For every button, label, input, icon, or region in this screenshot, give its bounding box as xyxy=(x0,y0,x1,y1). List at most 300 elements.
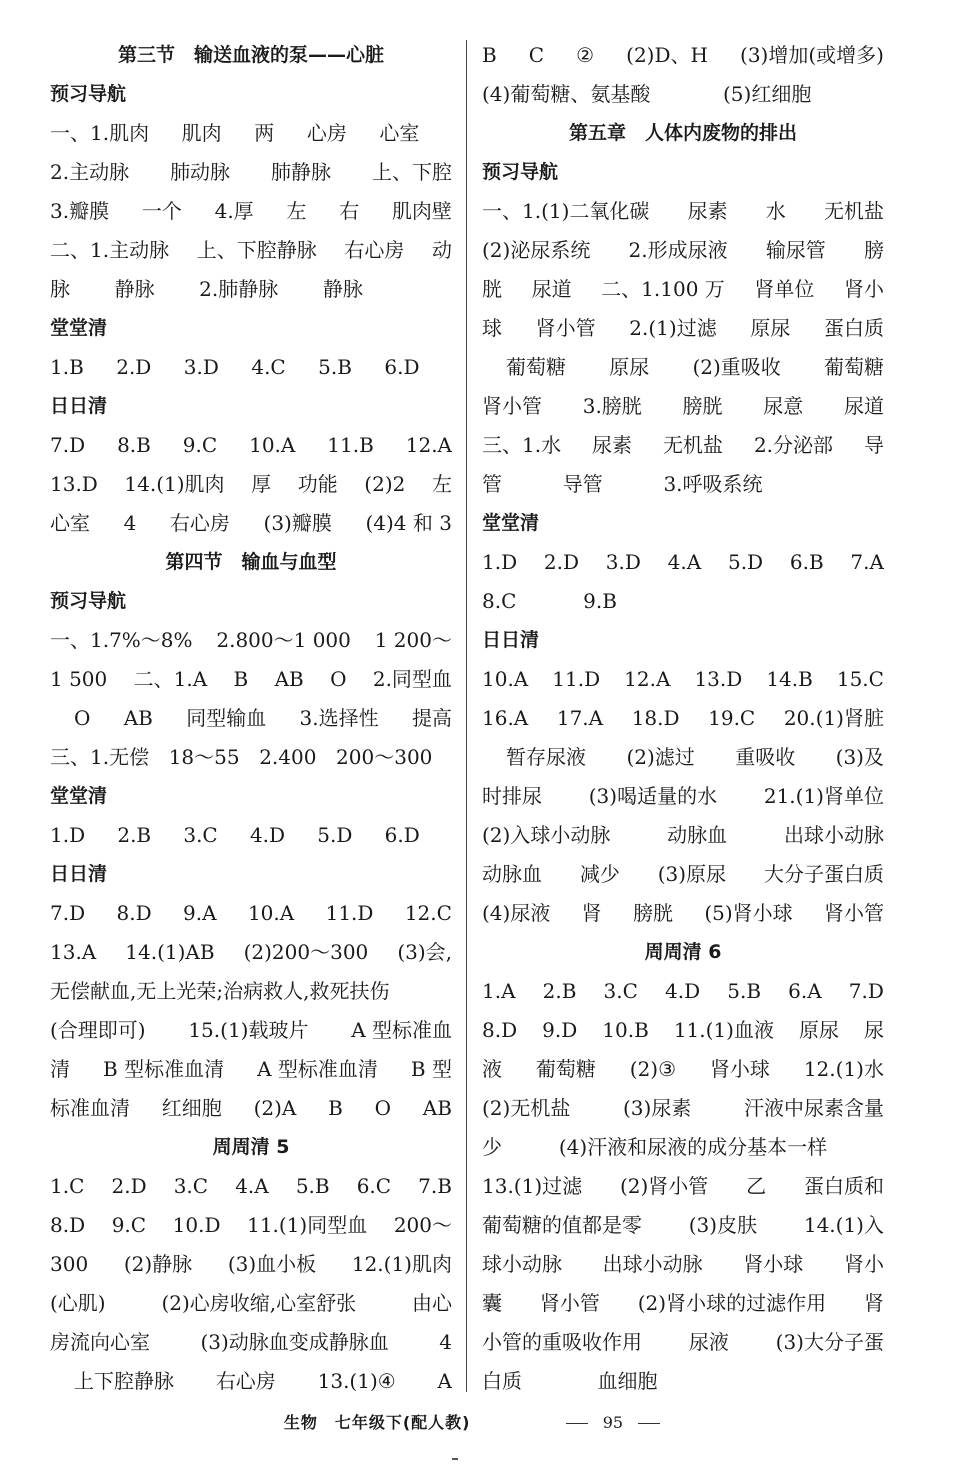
answer-text: 肾小球 xyxy=(743,1252,804,1276)
answer-text: 尿素 xyxy=(592,433,633,457)
answer-text: 11.(1)血液 xyxy=(673,1018,774,1042)
answer-line xyxy=(482,1089,884,1128)
answer-text: 9.B xyxy=(583,589,617,613)
answer-text: 第四节 输血与血型 xyxy=(165,551,337,573)
left-column xyxy=(50,36,452,1401)
answer-text: 肾单位 xyxy=(754,277,815,301)
answer-text: 10.A xyxy=(482,667,529,691)
answer-text: 心房 xyxy=(306,121,347,145)
answer-text: 右心房 xyxy=(215,1369,276,1393)
answer-text: (3)及 xyxy=(835,745,884,769)
answer-text: (2)重吸收 xyxy=(692,355,781,379)
answer-text: 3.瓣膜 xyxy=(50,199,110,223)
section-heading xyxy=(482,933,884,972)
answer-text: 出球小动脉 xyxy=(602,1252,703,1276)
answer-line xyxy=(50,1245,452,1284)
answer-text: 原尿 xyxy=(609,355,650,379)
answer-text: 13.(1)④ xyxy=(317,1369,396,1393)
answer-text: 3.膀胱 xyxy=(582,394,642,418)
answer-text: 右 xyxy=(339,199,360,223)
answer-text: 12.(1)肌肉 xyxy=(351,1252,452,1276)
answer-text: 导 xyxy=(864,433,884,457)
answer-text: 尿 xyxy=(863,1018,884,1042)
subsection-label xyxy=(50,855,452,894)
answer-text: (合理即可) xyxy=(50,1018,146,1042)
answer-text: 10.A xyxy=(249,433,296,457)
subsection-label xyxy=(482,153,884,192)
answer-line xyxy=(50,270,452,309)
answer-text: (4)葡萄糖、氨基酸 xyxy=(482,82,651,106)
answer-text: (2)静脉 xyxy=(123,1252,193,1276)
answer-text: 7.D xyxy=(848,979,884,1003)
bottom-mark xyxy=(452,1458,458,1460)
answer-text: 2.D xyxy=(111,1174,147,1198)
answer-line xyxy=(482,36,884,75)
answer-text: 14.(1)AB xyxy=(125,940,215,964)
answer-text: 15.(1)载玻片 xyxy=(188,1018,309,1042)
answer-line xyxy=(50,231,452,270)
answer-text: 3.C xyxy=(173,1174,209,1198)
answer-text: 肌肉壁 xyxy=(391,199,452,223)
answer-text: (3)瓣膜 xyxy=(263,511,332,535)
answer-text: 12.A xyxy=(405,433,452,457)
answer-text: 原尿 xyxy=(750,316,791,340)
page-number: 95 xyxy=(602,1413,624,1432)
answer-text: (3)喝适量的水 xyxy=(588,784,718,808)
answer-text: (2)心房收缩,心室舒张 xyxy=(161,1291,357,1315)
answer-text: 2.同型血 xyxy=(372,667,452,691)
answer-text: 13.D xyxy=(694,667,743,691)
answer-text: 20.(1)肾脏 xyxy=(783,706,884,730)
answer-line xyxy=(482,1128,884,1167)
answer-line xyxy=(482,348,884,387)
answer-text: 一、1.(1)二氧化碳 xyxy=(482,199,650,223)
section-heading xyxy=(50,36,452,75)
answer-text: 周周清 6 xyxy=(644,941,722,963)
answer-text: 左 xyxy=(286,199,307,223)
answer-text: 6.D xyxy=(384,823,420,847)
answer-text: 无机盐 xyxy=(823,199,884,223)
answer-line xyxy=(50,1323,452,1362)
answer-text: 预习导航 xyxy=(482,161,559,183)
answer-text: 7.B xyxy=(418,1174,452,1198)
answer-text: 葡萄糖 xyxy=(535,1057,596,1081)
answer-text: 4.D xyxy=(665,979,701,1003)
answer-text: 时排尿 xyxy=(482,784,542,808)
answer-text: 3.C xyxy=(183,823,218,847)
answer-text: 原尿 xyxy=(798,1018,839,1042)
answer-text: 上、下腔 xyxy=(372,160,452,184)
answer-text: 14.(1)入 xyxy=(803,1213,884,1237)
answer-text: 肾小管 xyxy=(482,394,542,418)
answer-text: 9.C xyxy=(182,433,218,457)
answer-text: 2.800～1 000 xyxy=(216,628,351,652)
answer-text: 6.A xyxy=(788,979,822,1003)
answer-line xyxy=(50,192,452,231)
answer-line xyxy=(50,153,452,192)
answer-text: 4 xyxy=(439,1330,452,1354)
answer-text: (3)原尿 xyxy=(657,862,727,886)
answer-text: 提高 xyxy=(411,706,452,730)
answer-text: 左 xyxy=(431,472,452,496)
answer-text: AB xyxy=(274,667,304,691)
answer-text: 肾小管 xyxy=(824,901,884,925)
answer-text: 日日清 xyxy=(482,629,540,651)
answer-line xyxy=(482,1011,884,1050)
answer-text: 1 500 xyxy=(50,667,108,691)
answer-text: 小管的重吸收作用 xyxy=(482,1330,642,1354)
answer-text: 3.呼吸系统 xyxy=(663,472,763,496)
answer-text: 堂堂清 xyxy=(482,512,540,534)
answer-text: 动 xyxy=(431,238,452,262)
subsection-label xyxy=(50,777,452,816)
answer-text: 葡萄糖 xyxy=(824,355,884,379)
answer-line xyxy=(50,621,452,660)
answer-text: 5.B xyxy=(727,979,762,1003)
answer-text: 10.D xyxy=(172,1213,221,1237)
answer-line xyxy=(482,1284,884,1323)
answer-line xyxy=(50,348,452,387)
answer-text: 动脉血 xyxy=(482,862,542,886)
answer-text: 肾小 xyxy=(844,277,884,301)
answer-text: 10.A xyxy=(247,901,295,925)
answer-line xyxy=(50,465,452,504)
answer-text: 三、1.水 xyxy=(482,433,562,457)
answer-line xyxy=(482,816,884,855)
answer-text: 膀胱 xyxy=(682,394,723,418)
answer-text: A 型标准血清 xyxy=(257,1057,378,1081)
answer-text: 一个 xyxy=(141,199,182,223)
answer-text: 同型输血 xyxy=(186,706,267,730)
answer-text: (3)动脉血变成静脉血 xyxy=(200,1330,389,1354)
answer-text: 一、1.肌肉 xyxy=(50,121,150,145)
answer-text: 厚 xyxy=(251,472,272,496)
answer-line xyxy=(482,309,884,348)
answer-line xyxy=(482,1206,884,1245)
answer-text: 18.D xyxy=(631,706,680,730)
answer-text: 胱 xyxy=(482,277,502,301)
answer-text: 15.C xyxy=(836,667,884,691)
answer-line xyxy=(50,660,452,699)
answer-text: 2.(1)过滤 xyxy=(629,316,717,340)
answer-text: 3.D xyxy=(183,355,219,379)
answer-line xyxy=(50,426,452,465)
answer-text: 21.(1)肾单位 xyxy=(763,784,884,808)
answer-text: 暂存尿液 xyxy=(506,745,586,769)
answer-line xyxy=(50,114,452,153)
answer-text: 右心房 xyxy=(344,238,405,262)
right-column xyxy=(482,36,884,1401)
answer-text: 水 xyxy=(765,199,786,223)
answer-text: 4.D xyxy=(249,823,286,847)
answer-line xyxy=(482,1167,884,1206)
answer-text: 尿道 xyxy=(531,277,572,301)
answer-line xyxy=(50,1284,452,1323)
section-heading xyxy=(50,543,452,582)
answer-text: 肾 xyxy=(581,901,602,925)
answer-text: (2)A xyxy=(253,1096,297,1120)
answer-text: O xyxy=(74,706,91,730)
answer-line xyxy=(482,1323,884,1362)
answer-text: 输尿管 xyxy=(765,238,826,262)
answer-text: 液 xyxy=(482,1057,502,1081)
answer-text: B xyxy=(482,43,497,67)
answer-text: 堂堂清 xyxy=(50,317,108,339)
answer-line xyxy=(50,1167,452,1206)
answer-text: B 型标准血清 xyxy=(103,1057,225,1081)
answer-text: A 型标准血 xyxy=(351,1018,452,1042)
answer-text: ② xyxy=(576,43,595,67)
answer-text: 12.A xyxy=(624,667,671,691)
answer-line xyxy=(482,465,884,504)
answer-line xyxy=(482,1245,884,1284)
answer-text: 导管 xyxy=(562,472,603,496)
answer-line xyxy=(482,777,884,816)
subsection-label xyxy=(50,387,452,426)
answer-text: 2.D xyxy=(543,550,580,574)
answer-text: 球小动脉 xyxy=(482,1252,562,1276)
answer-text: 白质 xyxy=(482,1369,522,1393)
answer-text: 4.A xyxy=(667,550,702,574)
subsection-label xyxy=(50,75,452,114)
answer-text: (2)入球小动脉 xyxy=(482,823,611,847)
answer-line xyxy=(482,192,884,231)
answer-text: 两 xyxy=(254,121,275,145)
subsection-label xyxy=(482,504,884,543)
answer-text: (2)③ xyxy=(629,1057,677,1081)
subsection-label xyxy=(50,309,452,348)
answer-text: 6.C xyxy=(356,1174,392,1198)
answer-text: 上、下腔静脉 xyxy=(196,238,317,262)
answer-text: (2)无机盐 xyxy=(482,1096,571,1120)
answer-text: (4)尿液 xyxy=(482,901,551,925)
answer-text: (5)肾小球 xyxy=(704,901,793,925)
answer-text: 4.厚 xyxy=(214,199,254,223)
answer-text: 蛋白质 xyxy=(823,316,884,340)
answer-text: 尿液 xyxy=(688,1330,729,1354)
answer-line xyxy=(482,660,884,699)
answer-text: 17.A xyxy=(556,706,604,730)
answer-text: 尿意 xyxy=(763,394,804,418)
answer-text: C xyxy=(528,43,545,67)
answer-text: 二、1.100 万 xyxy=(601,277,725,301)
answer-line xyxy=(482,543,884,582)
answer-text: (3)大分子蛋 xyxy=(775,1330,884,1354)
answer-text: 膀胱 xyxy=(633,901,673,925)
subsection-label xyxy=(50,582,452,621)
answer-text: 周周清 5 xyxy=(212,1136,290,1158)
answer-text: 减少 xyxy=(579,862,620,886)
answer-text: 9.C xyxy=(111,1213,147,1237)
answer-line xyxy=(50,1362,452,1401)
answer-line xyxy=(50,504,452,543)
answer-text: 脉 xyxy=(50,277,70,301)
answer-text: 重吸收 xyxy=(735,745,796,769)
answer-text: 3.选择性 xyxy=(299,706,379,730)
answer-line xyxy=(50,972,452,1011)
answer-text: 7.D xyxy=(50,433,86,457)
answer-text: 19.C xyxy=(708,706,756,730)
answer-line xyxy=(482,972,884,1011)
answer-text: 右心房 xyxy=(169,511,230,535)
answer-text: 4 xyxy=(123,511,137,535)
answer-text: 标准血清 xyxy=(50,1096,130,1120)
answer-text: 2.B xyxy=(117,823,152,847)
answer-text: 7.D xyxy=(50,901,86,925)
answer-text: 8.B xyxy=(117,433,151,457)
answer-text: 8.D xyxy=(482,1018,518,1042)
answer-text: (2)200～300 xyxy=(243,940,369,964)
answer-text: 红细胞 xyxy=(161,1096,222,1120)
answer-text: (2)D、H xyxy=(626,43,708,67)
answer-text: 血细胞 xyxy=(597,1369,658,1393)
answer-text: 8.C xyxy=(482,589,517,613)
answer-text: 14.(1)肌肉 xyxy=(124,472,225,496)
footer-subject: 生物 七年级下(配人教) xyxy=(283,1413,471,1432)
answer-text: 预习导航 xyxy=(50,590,127,612)
answer-text: 200～ xyxy=(393,1213,452,1237)
answer-text: O xyxy=(374,1096,392,1120)
answer-text: 三、1.无偿 xyxy=(50,745,150,769)
answer-text: B xyxy=(233,667,249,691)
answer-text: 6.D xyxy=(384,355,420,379)
answer-text: 少 xyxy=(482,1135,502,1159)
answer-text: O xyxy=(330,667,347,691)
answer-text: 2.分泌部 xyxy=(753,433,834,457)
answer-text: (5)红细胞 xyxy=(723,82,812,106)
footer-dash-right xyxy=(638,1423,660,1424)
answer-text: 5.B xyxy=(318,355,352,379)
answer-text: 13.(1)过滤 xyxy=(482,1174,583,1198)
answer-text: 葡萄糖 xyxy=(506,355,566,379)
answer-text: 球 xyxy=(482,316,502,340)
answer-text: 肾 xyxy=(863,1291,884,1315)
answer-text: 大分子蛋白质 xyxy=(763,862,884,886)
answer-line xyxy=(482,1050,884,1089)
answer-text: 1.D xyxy=(50,823,86,847)
answer-text: 由心 xyxy=(411,1291,452,1315)
answer-text: 膀 xyxy=(864,238,884,262)
answer-text: 5.D xyxy=(317,823,353,847)
answer-line xyxy=(482,582,884,621)
answer-text: 肺静脉 xyxy=(271,160,332,184)
answer-text: 11.(1)同型血 xyxy=(247,1213,368,1237)
section-heading xyxy=(482,114,884,153)
answer-line xyxy=(50,699,452,738)
answer-text: 尿素 xyxy=(687,199,728,223)
answer-text: 肌肉 xyxy=(181,121,222,145)
answer-text: 1.A xyxy=(482,979,516,1003)
answer-text: 上下腔静脉 xyxy=(74,1369,174,1393)
answer-line xyxy=(482,426,884,465)
answer-text: 汗液中尿素含量 xyxy=(744,1096,884,1120)
answer-text: (4)4 和 3 xyxy=(365,511,452,535)
answer-line xyxy=(482,387,884,426)
answer-text: 1.D xyxy=(482,550,518,574)
answer-line xyxy=(50,1011,452,1050)
answer-text: 1 200～ xyxy=(374,628,452,652)
answer-text: 肺动脉 xyxy=(170,160,231,184)
answer-text: (3)尿素 xyxy=(623,1096,692,1120)
answer-line xyxy=(50,816,452,855)
answer-text: 无机盐 xyxy=(663,433,723,457)
answer-text: 日日清 xyxy=(50,863,108,885)
answer-line xyxy=(50,738,452,777)
answer-text: 预习导航 xyxy=(50,83,127,105)
answer-text: 管 xyxy=(482,472,502,496)
answer-text: 6.B xyxy=(789,550,824,574)
answer-text: 一、1.7%～8% xyxy=(50,628,193,652)
answer-line xyxy=(50,1089,452,1128)
answer-text: (2)滤过 xyxy=(626,745,695,769)
answer-text: 11.D xyxy=(552,667,601,691)
answer-text: AB xyxy=(422,1096,452,1120)
answer-text: 1.C xyxy=(50,1174,85,1198)
answer-text: 第五章 人体内废物的排出 xyxy=(568,122,797,144)
answer-text: 13.D xyxy=(50,472,98,496)
answer-text: 16.A xyxy=(482,706,529,730)
answer-text: 二、1.主动脉 xyxy=(50,238,170,262)
answer-text: 日日清 xyxy=(50,395,108,417)
answer-text: (3)皮肤 xyxy=(688,1213,758,1237)
answer-text: 14.B xyxy=(766,667,813,691)
answer-text: 10.B xyxy=(602,1018,649,1042)
answer-text: 200～300 xyxy=(336,745,433,769)
answer-text: (心肌) xyxy=(50,1291,106,1315)
answer-text: 4.C xyxy=(251,355,286,379)
answer-text: 肾小管 xyxy=(535,316,596,340)
answer-text: (3)会, xyxy=(397,940,452,964)
answer-line xyxy=(482,738,884,777)
answer-line xyxy=(50,1050,452,1089)
answer-text: 尿道 xyxy=(843,394,884,418)
answer-text: 7.A xyxy=(850,550,884,574)
answer-text: 2.肺静脉 xyxy=(199,277,279,301)
answer-text: (3)血小板 xyxy=(227,1252,317,1276)
page-footer xyxy=(0,1410,954,1433)
answer-text: 肾小管 xyxy=(539,1291,600,1315)
answer-text: 3.D xyxy=(605,550,641,574)
answer-text: 第三节 输送血液的泵——心脏 xyxy=(117,44,384,66)
answer-text: 囊 xyxy=(482,1291,502,1315)
answer-text: 出球小动脉 xyxy=(784,823,884,847)
answer-text: 300 xyxy=(50,1252,89,1276)
answer-text: (2)肾小球的过滤作用 xyxy=(637,1291,827,1315)
answer-text: (2)泌尿系统 xyxy=(482,238,591,262)
answer-text: 8.D xyxy=(50,1213,86,1237)
answer-text: 葡萄糖的值都是零 xyxy=(482,1213,642,1237)
answer-text: (3)增加(或增多) xyxy=(740,43,884,67)
answer-text: 肾小 xyxy=(843,1252,884,1276)
answer-text: AB xyxy=(123,706,153,730)
answer-text: 2.D xyxy=(116,355,152,379)
answer-text: 5.B xyxy=(295,1174,330,1198)
answer-text: 静脉 xyxy=(322,277,363,301)
answer-text: 动脉血 xyxy=(667,823,728,847)
answer-text: (2)肾小管 xyxy=(619,1174,709,1198)
answer-text: 2.主动脉 xyxy=(50,160,130,184)
answer-text: 心室 xyxy=(379,121,420,145)
section-heading xyxy=(50,1128,452,1167)
answer-text: 12.(1)水 xyxy=(803,1057,884,1081)
footer-dash-left xyxy=(566,1423,588,1424)
answer-text: 心室 xyxy=(50,511,90,535)
answer-text: (4)汗液和尿液的成分基本一样 xyxy=(558,1135,828,1159)
answer-line xyxy=(482,270,884,309)
answer-text: 5.D xyxy=(727,550,764,574)
answer-line xyxy=(50,1206,452,1245)
answer-text: 9.A xyxy=(183,901,217,925)
